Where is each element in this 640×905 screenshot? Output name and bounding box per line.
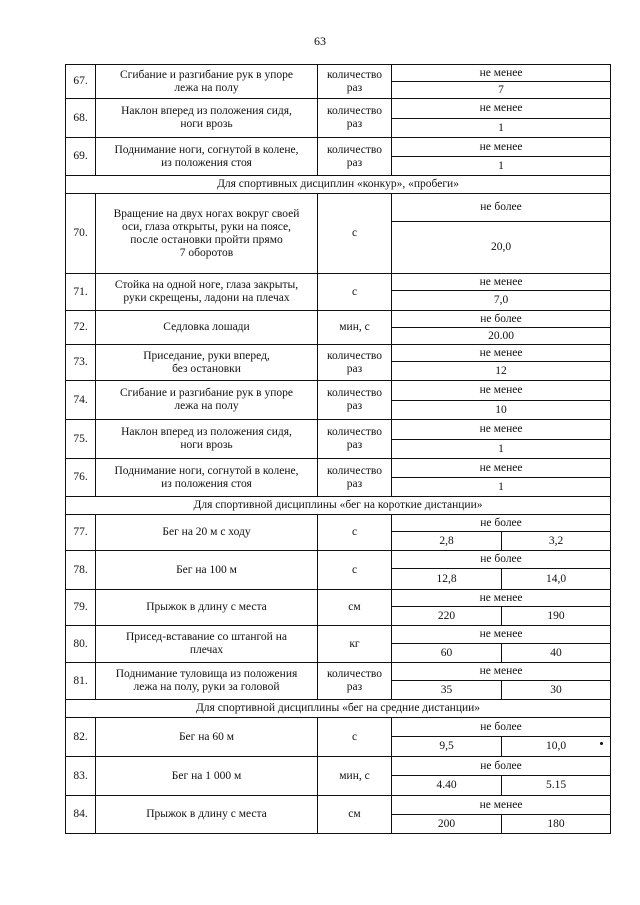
- unit-of-measure: мин, с: [318, 757, 392, 796]
- norm-value: 12,8: [392, 569, 502, 590]
- norm-value: 10,0: [502, 737, 611, 757]
- row-number: 70.: [66, 194, 96, 274]
- row-number: 69.: [66, 138, 96, 176]
- norm-value: 1: [392, 119, 611, 138]
- norm-value: 14,0: [502, 569, 611, 590]
- section-header-row: [66, 700, 611, 718]
- row-number: 79.: [66, 590, 96, 626]
- row-number: 74.: [66, 381, 96, 420]
- table-row: [66, 420, 611, 440]
- norm-value: 1: [392, 440, 611, 459]
- criterion-label: не более: [392, 311, 611, 328]
- norm-value: 10: [392, 401, 611, 420]
- criterion-label: не более: [392, 757, 611, 776]
- unit-of-measure: количество раз: [318, 138, 392, 176]
- exercise-description: Стойка на одной ноге, глаза закрыты, руки скрещены, ладони на плечах: [96, 274, 318, 311]
- exercise-description: Поднимание ноги, согнутой в колене, из положения стоя: [96, 138, 318, 176]
- criterion-label: не менее: [392, 99, 611, 119]
- table-row: [66, 718, 611, 737]
- criterion-label: не более: [392, 718, 611, 737]
- norm-value: 3,2: [502, 532, 611, 551]
- unit-of-measure: с: [318, 274, 392, 311]
- norm-value: 220: [392, 607, 502, 626]
- row-number: 73.: [66, 345, 96, 381]
- unit-of-measure: количество раз: [318, 663, 392, 700]
- table-row: [66, 663, 611, 681]
- section-header-row: [66, 497, 611, 515]
- table-row: [66, 138, 611, 157]
- criterion-label: не менее: [392, 65, 611, 82]
- table-row: [66, 551, 611, 569]
- section-title: Для спортивных дисциплин «конкур», «пробеги»: [66, 176, 611, 194]
- criterion-label: не более: [392, 551, 611, 569]
- norm-value: 9,5: [392, 737, 502, 757]
- criterion-label: не менее: [392, 796, 611, 815]
- criterion-label: не менее: [392, 663, 611, 681]
- unit-of-measure: с: [318, 551, 392, 590]
- exercise-description: Седловка лошади: [96, 311, 318, 345]
- table-row: [66, 99, 611, 119]
- table-row: [66, 796, 611, 815]
- criterion-label: не менее: [392, 626, 611, 644]
- standards-table: [65, 64, 611, 834]
- criterion-label: не менее: [392, 138, 611, 157]
- criterion-label: не менее: [392, 420, 611, 440]
- norm-value: 7: [392, 82, 611, 99]
- row-number: 76.: [66, 459, 96, 497]
- norm-value: 5.15: [502, 776, 611, 796]
- table-row: [66, 194, 611, 222]
- criterion-label: не менее: [392, 345, 611, 362]
- exercise-description: Присед-вставание со штангой на плечах: [96, 626, 318, 663]
- criterion-label: не менее: [392, 274, 611, 291]
- row-number: 72.: [66, 311, 96, 345]
- unit-of-measure: количество раз: [318, 65, 392, 99]
- section-header-row: [66, 176, 611, 194]
- unit-of-measure: количество раз: [318, 459, 392, 497]
- exercise-description: Вращение на двух ногах вокруг своей оси, глаза открыты, руки на поясе, после остановки пройти прямо 7 оборотов: [96, 194, 318, 274]
- norm-value: 1: [392, 478, 611, 497]
- table-row: [66, 459, 611, 478]
- norm-value: 60: [392, 644, 502, 663]
- exercise-description: Поднимание туловища из положения лежа на полу, руки за головой: [96, 663, 318, 700]
- table-row: [66, 345, 611, 362]
- page-number: 63: [314, 34, 326, 48]
- norm-value: 2,8: [392, 532, 502, 551]
- table-row: [66, 274, 611, 291]
- stray-mark: [600, 742, 603, 745]
- row-number: 80.: [66, 626, 96, 663]
- row-number: 78.: [66, 551, 96, 590]
- criterion-label: не менее: [392, 590, 611, 607]
- row-number: 81.: [66, 663, 96, 700]
- exercise-description: Поднимание ноги, согнутой в колене, из положения стоя: [96, 459, 318, 497]
- norm-value: 180: [502, 815, 611, 834]
- row-number: 68.: [66, 99, 96, 138]
- unit-of-measure: количество раз: [318, 345, 392, 381]
- exercise-description: Наклон вперед из положения сидя, ноги врозь: [96, 99, 318, 138]
- section-title: Для спортивной дисциплины «бег на короткие дистанции»: [66, 497, 611, 515]
- norm-value: 7,0: [392, 291, 611, 311]
- row-number: 82.: [66, 718, 96, 757]
- exercise-description: Прыжок в длину с места: [96, 796, 318, 834]
- row-number: 77.: [66, 515, 96, 551]
- unit-of-measure: с: [318, 194, 392, 274]
- exercise-description: Наклон вперед из положения сидя, ноги врозь: [96, 420, 318, 459]
- criterion-label: не более: [392, 194, 611, 222]
- norm-value: 20.00: [392, 328, 611, 345]
- table-row: [66, 590, 611, 607]
- exercise-description: Бег на 20 м с ходу: [96, 515, 318, 551]
- exercise-description: Прыжок в длину с места: [96, 590, 318, 626]
- unit-of-measure: с: [318, 515, 392, 551]
- unit-of-measure: количество раз: [318, 420, 392, 459]
- exercise-description: Бег на 1 000 м: [96, 757, 318, 796]
- unit-of-measure: количество раз: [318, 381, 392, 420]
- row-number: 71.: [66, 274, 96, 311]
- exercise-description: Приседание, руки вперед, без остановки: [96, 345, 318, 381]
- unit-of-measure: количество раз: [318, 99, 392, 138]
- unit-of-measure: кг: [318, 626, 392, 663]
- unit-of-measure: с: [318, 718, 392, 757]
- table-row: [66, 311, 611, 328]
- norm-value: 200: [392, 815, 502, 834]
- criterion-label: не менее: [392, 381, 611, 401]
- exercise-description: Бег на 100 м: [96, 551, 318, 590]
- row-number: 84.: [66, 796, 96, 834]
- norm-value: 1: [392, 157, 611, 176]
- table-row: [66, 515, 611, 532]
- norm-value: 12: [392, 362, 611, 381]
- unit-of-measure: мин, с: [318, 311, 392, 345]
- norm-value: 30: [502, 681, 611, 700]
- criterion-label: не менее: [392, 459, 611, 478]
- norm-value: 40: [502, 644, 611, 663]
- table-row: [66, 757, 611, 776]
- section-title: Для спортивной дисциплины «бег на средние дистанции»: [66, 700, 611, 718]
- row-number: 83.: [66, 757, 96, 796]
- exercise-description: Сгибание и разгибание рук в упоре лежа на полу: [96, 65, 318, 99]
- norm-value: 35: [392, 681, 502, 700]
- table-row: [66, 65, 611, 82]
- row-number: 67.: [66, 65, 96, 99]
- unit-of-measure: см: [318, 590, 392, 626]
- row-number: 75.: [66, 420, 96, 459]
- exercise-description: Бег на 60 м: [96, 718, 318, 757]
- exercise-description: Сгибание и разгибание рук в упоре лежа на полу: [96, 381, 318, 420]
- norm-value: 190: [502, 607, 611, 626]
- unit-of-measure: см: [318, 796, 392, 834]
- norm-value: 20,0: [392, 222, 611, 274]
- table-row: [66, 381, 611, 401]
- norm-value: 4.40: [392, 776, 502, 796]
- table-row: [66, 626, 611, 644]
- criterion-label: не более: [392, 515, 611, 532]
